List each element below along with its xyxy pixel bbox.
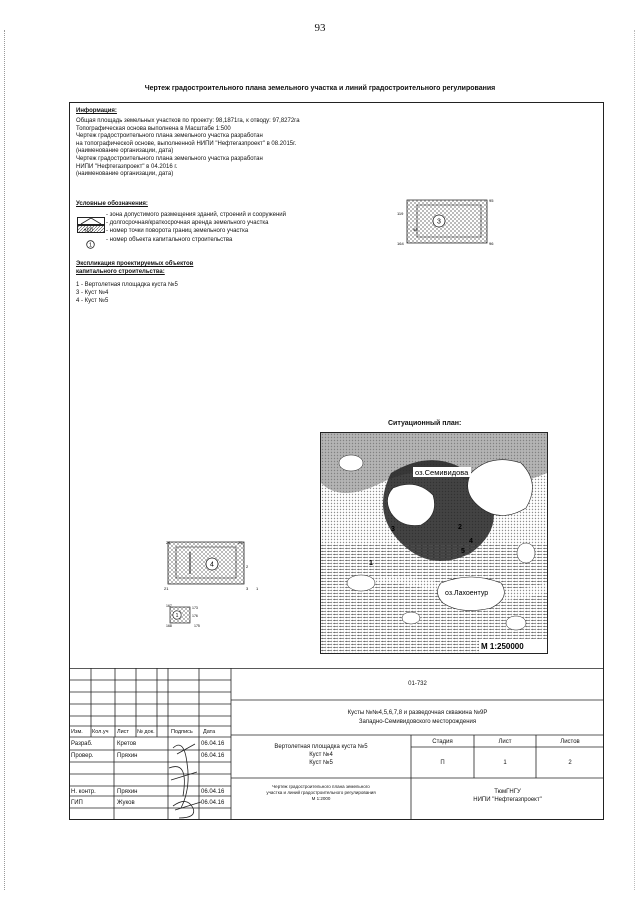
site-plan-map	[320, 432, 548, 654]
svg-text:24: 24	[166, 540, 171, 545]
info-line: Топографическая основа выполнена в Масштабе 1:500	[76, 125, 231, 132]
object-name: Вертолетная площадка куста №5	[274, 744, 368, 750]
stamp-role: Провер.	[71, 753, 94, 759]
stamp-date: 06.04.16	[201, 741, 225, 747]
legend-object-symbol	[86, 236, 95, 254]
svg-text:95: 95	[489, 198, 494, 203]
stamp-role: Н. контр.	[71, 789, 96, 795]
info-line: на топографической основе, выполненной НИПИ "Нефтегазпроект" в 08.2015г.	[76, 140, 297, 147]
legend-item: - зона допустимого размещения зданий, строений и сооружений	[106, 212, 286, 218]
stamp-header: Дата	[203, 729, 216, 735]
stamp-date: 06.04.16	[201, 800, 225, 806]
stamp-name: Жуков	[117, 800, 135, 806]
svg-text:176: 176	[192, 614, 198, 618]
stamp-name: Кретов	[117, 741, 137, 747]
stamp-date: 06.04.16	[201, 753, 225, 759]
legend-item: - номер объекта капитального строительства	[106, 237, 233, 243]
legend-item: - долгосрочная/краткосрочная аренда земельного участка	[106, 220, 269, 226]
svg-text:4: 4	[469, 538, 473, 545]
svg-text:2: 2	[246, 564, 249, 569]
stamp-role: ГИП	[71, 800, 83, 806]
legend-heading: Условные обозначения:	[76, 201, 148, 207]
explication-heading: Экспликация проектируемых объектов	[76, 261, 194, 267]
svg-text:3: 3	[246, 586, 249, 591]
svg-text:164: 164	[397, 241, 404, 246]
svg-text:оз.Семивидова: оз.Семивидова	[415, 468, 469, 477]
stamp-header: Изм.	[71, 729, 83, 735]
svg-text:119: 119	[397, 211, 404, 216]
svg-text:2: 2	[458, 524, 462, 531]
svg-text:1: 1	[88, 242, 93, 249]
plot-inset-mid	[160, 538, 270, 603]
explication-item: 1 - Вертолетная площадка куста №5	[76, 282, 178, 288]
svg-text:5: 5	[461, 548, 465, 555]
stamp-header: Подпись	[171, 729, 193, 735]
org-name: НИПИ "Нефтегазпроект"	[473, 797, 542, 803]
svg-text:оз.Лахоентур: оз.Лахоентур	[445, 590, 489, 597]
explication-heading: капитального строительства:	[76, 269, 165, 275]
object-name: Куст №5	[309, 760, 333, 766]
svg-text:1: 1	[369, 560, 373, 567]
svg-text:25: 25	[238, 540, 243, 545]
svg-text:98: 98	[413, 227, 418, 232]
svg-text:96: 96	[489, 241, 494, 246]
info-line: Чертеж градостроительного плана земельного участка разработан	[76, 156, 263, 162]
binding-line-right	[634, 30, 635, 890]
info-heading: Информация:	[76, 108, 117, 114]
stage-label: Стадия	[432, 739, 453, 745]
svg-text:173: 173	[192, 606, 198, 610]
info-line: (наименование организации, дата)	[76, 171, 174, 178]
legend-item: - номер точки поворота границ земельного участка	[106, 228, 249, 234]
svg-text:168: 168	[166, 624, 172, 628]
sheet-value: 1	[503, 760, 507, 766]
stamp-role: Разраб.	[71, 741, 93, 747]
sheets-label: Листов	[560, 739, 580, 745]
drawing-title-stamp: Чертеж градостроительного плана земельного	[272, 784, 370, 789]
svg-text:175: 175	[194, 624, 200, 628]
explication-item: 3 - Куст №4	[76, 290, 109, 296]
info-line: Чертеж градостроительного плана земельного участка разработан	[76, 133, 263, 140]
svg-text:3: 3	[391, 526, 395, 533]
svg-text:М 1:250000: М 1:250000	[481, 642, 524, 651]
sheet-label: Лист	[498, 739, 512, 745]
info-line: Общая площадь земельных участков по проекту: 98,1871га, к отводу: 97,8272га	[76, 118, 300, 124]
info-line: (наименование организации, дата)	[76, 148, 174, 155]
page-number: 93	[314, 22, 326, 34]
stamp-date: 06.04.16	[201, 789, 225, 795]
org-name: ТюмГНГУ	[494, 789, 521, 795]
signature-strokes	[169, 744, 201, 818]
svg-text:3: 3	[437, 218, 441, 226]
explication-item: 4 - Куст №5	[76, 298, 109, 304]
svg-text:167: 167	[166, 604, 172, 608]
svg-text:1: 1	[256, 586, 259, 591]
legend-point-symbol: •10	[84, 228, 93, 234]
stamp-header: № док.	[137, 729, 155, 735]
project-name: Кусты №№4,5,6,7,8 и разведочная скважина №9Р	[347, 710, 488, 716]
drawing-scale-stamp: М 1:2000	[311, 796, 331, 801]
plot-inset-top	[395, 195, 505, 260]
title-block	[69, 668, 604, 820]
svg-text:21: 21	[164, 586, 169, 591]
binding-line	[4, 30, 5, 890]
stamp-header: Лист	[117, 729, 129, 735]
stamp-header: Кол.уч	[92, 729, 109, 735]
info-line: НИПИ "Нефтегазпроект" в 04.2016 г.	[76, 163, 178, 170]
stamp-name: Пряхин	[117, 789, 138, 795]
field-name: Западно-Семивидовского месторождения	[358, 719, 477, 725]
svg-text:4: 4	[210, 561, 214, 569]
drawing-title: Чертеж градостроительного плана земельного участка и линий градостроительного регулирования	[144, 85, 496, 92]
plot-inset-small	[164, 603, 214, 638]
stamp-name: Пряхин	[117, 753, 138, 759]
sheets-value: 2	[568, 760, 572, 766]
object-name: Куст №4	[309, 752, 333, 758]
site-plan-title: Ситуационный план:	[388, 420, 462, 427]
doc-code: 01-732	[408, 681, 427, 687]
stage-value: П	[440, 760, 445, 766]
svg-text:1: 1	[175, 613, 179, 619]
drawing-title-stamp: участка и линий градостроительного регулирования	[266, 790, 376, 795]
